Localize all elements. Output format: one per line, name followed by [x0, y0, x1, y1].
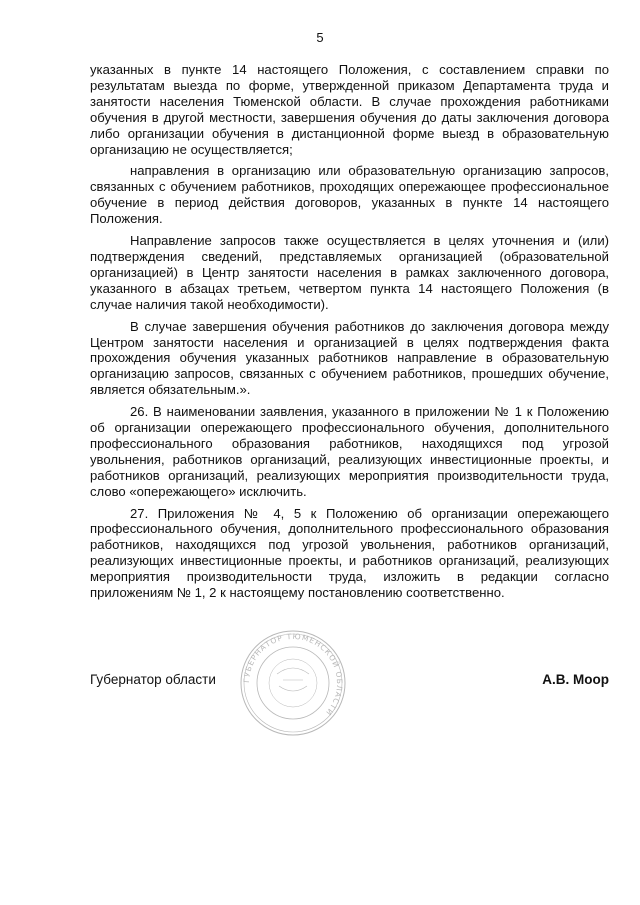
seal-ring-text: ГУБЕРНАТОР ТЮМЕНСКОЙ ОБЛАСТИ [241, 631, 345, 718]
body-text [90, 62, 609, 607]
signatory-name: А.В. Моор [542, 672, 609, 687]
paragraph-requests: направления в организацию или образовательную организацию запросов, связанных с обучением работников, проходящих опережающее профессиональное обучение в период действия договоров, указанных в пункте 14 настоящего Положения. [90, 163, 609, 227]
paragraph-completion-case: В случае завершения обучения работников до заключения договора между Центром занятости населения и организацией в целях подтверждения факта прохождения обучения указанных работников направление в образовательную организацию запросов, связанных с обучением работников, прошедших обучение, является обязательным.». [90, 318, 609, 398]
official-seal [233, 628, 353, 738]
paragraph-item-27: 27. Приложения № 4, 5 к Положению об организации опережающего профессионального обучения, дополнительного профессионального образования работников, находящихся под угрозой увольнения, работников организаций, реализующих инвестиционные проекты, и работников организаций, реализующих мероприятия производительности труда, изложить в редакции согласно приложениям № 1, 2 к настоящему постановлению соответственно. [90, 505, 609, 601]
paragraph-continuation: указанных в пункте 14 настоящего Положения, с составлением справки по результатам выезда по форме, утвержденной приказом Департамента труда и занятости населения Тюменской области. В случае прохождения работниками обучения в другой местности, завершения обучения до даты заключения договора либо организации обучения в дистанционной форме выезд в образовательную организацию не осуществляется; [90, 62, 609, 157]
paragraph-item-26: 26. В наименовании заявления, указанного в приложении № 1 к Положению об организации опережающего профессионального обучения, дополнительного профессионального образования работников, находящихся под угрозой увольнения, работников организаций, реализующих инвестиционные проекты, и работников организаций, реализующих мероприятия производительности труда, слово «опережающего» исключить. [90, 404, 609, 499]
paragraph-requests-purpose: Направление запросов также осуществляется в целях уточнения и (или) подтверждения сведений, представляемых организацией (образовательной организацией) в Центр занятости населения в рамках заключенного договора, указанного в абзацах третьем, четвертом пункта 14 настоящего Положения (в случае наличия такой необходимости). [90, 233, 609, 312]
page-number: 5 [316, 30, 324, 45]
signatory-title: Губернатор области [90, 672, 216, 687]
